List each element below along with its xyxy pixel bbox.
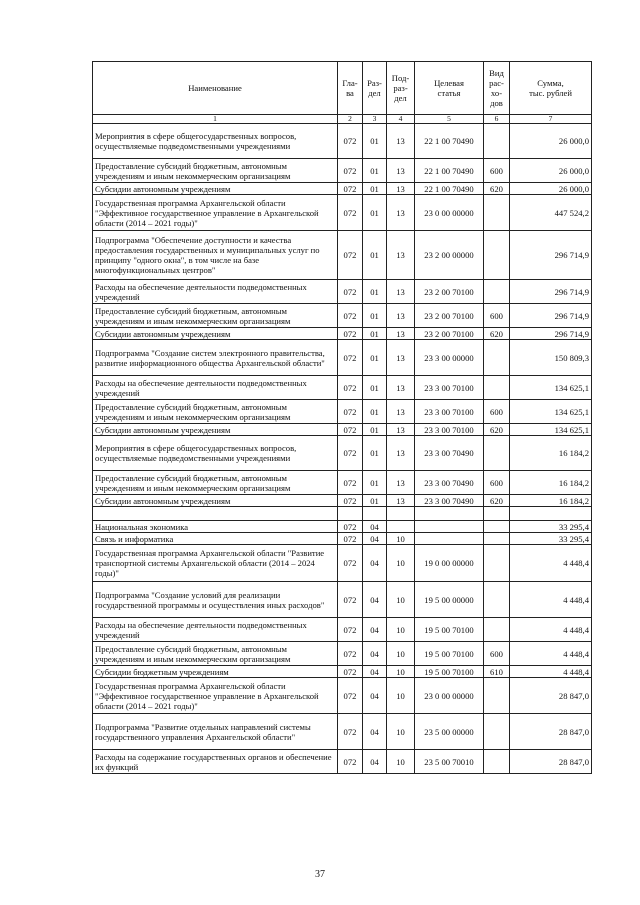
row-target: 23 3 00 70490: [415, 436, 484, 471]
row-subsection: 13: [387, 124, 415, 159]
row-chapter: 072: [338, 545, 363, 582]
row-chapter: 072: [338, 618, 363, 642]
row-kind: 620: [484, 183, 510, 195]
column-number: 6: [484, 115, 510, 124]
column-number-row: [93, 115, 592, 124]
column-number: 4: [387, 115, 415, 124]
row-kind: [484, 436, 510, 471]
row-target: 19 5 00 70100: [415, 666, 484, 678]
row-sum: 33 295,4: [510, 533, 592, 545]
row-section: 01: [363, 183, 387, 195]
row-target: [415, 533, 484, 545]
row-name: Мероприятия в сфере общегосударственных вопросов, осуществляемые подведомственными учреждениями: [93, 124, 338, 159]
row-subsection: 10: [387, 545, 415, 582]
table-row: [93, 124, 592, 159]
row-subsection: 10: [387, 582, 415, 618]
row-name: Подпрограмма "Развитие отдельных направлений системы государственного управления Архангельской области": [93, 714, 338, 750]
row-section: 01: [363, 195, 387, 231]
row-section: 04: [363, 521, 387, 533]
row-chapter: 072: [338, 340, 363, 376]
row-target: 22 1 00 70490: [415, 124, 484, 159]
row-name: Расходы на обеспечение деятельности подведомственных учреждений: [93, 618, 338, 642]
table-row: [93, 666, 592, 678]
row-kind: [484, 545, 510, 582]
row-chapter: 072: [338, 642, 363, 666]
table-row: [93, 714, 592, 750]
row-kind: 620: [484, 424, 510, 436]
table-row: [93, 495, 592, 507]
row-target: [415, 507, 484, 521]
row-subsection: 13: [387, 280, 415, 304]
row-sum: 447 524,2: [510, 195, 592, 231]
row-name: Предоставление субсидий бюджетным, автономным учреждениям и иным некоммерческим организациям: [93, 304, 338, 328]
row-sum: 4 448,4: [510, 666, 592, 678]
row-subsection: 13: [387, 400, 415, 424]
table-row: [93, 376, 592, 400]
table-row: [93, 678, 592, 714]
row-sum: 4 448,4: [510, 545, 592, 582]
row-subsection: 10: [387, 714, 415, 750]
row-sum: [510, 507, 592, 521]
row-sum: 28 847,0: [510, 750, 592, 774]
row-chapter: 072: [338, 195, 363, 231]
row-name: Субсидии бюджетным учреждениям: [93, 666, 338, 678]
row-kind: 600: [484, 471, 510, 495]
column-number: 3: [363, 115, 387, 124]
row-sum: 33 295,4: [510, 521, 592, 533]
row-chapter: 072: [338, 471, 363, 495]
row-chapter: 072: [338, 533, 363, 545]
row-subsection: 13: [387, 328, 415, 340]
row-name: Национальная экономика: [93, 521, 338, 533]
row-subsection: 13: [387, 471, 415, 495]
row-name: Субсидии автономным учреждениям: [93, 183, 338, 195]
row-sum: 16 184,2: [510, 471, 592, 495]
row-kind: [484, 618, 510, 642]
row-section: 04: [363, 666, 387, 678]
header-target: Целевая статья: [415, 62, 484, 115]
row-chapter: 072: [338, 436, 363, 471]
row-chapter: 072: [338, 582, 363, 618]
row-sum: 28 847,0: [510, 678, 592, 714]
table-row: [93, 507, 592, 521]
header-sum: Сумма, тыс. рублей: [510, 62, 592, 115]
row-name: Связь и информатика: [93, 533, 338, 545]
row-subsection: 10: [387, 642, 415, 666]
row-subsection: 13: [387, 195, 415, 231]
row-kind: 600: [484, 304, 510, 328]
row-chapter: 072: [338, 750, 363, 774]
row-target: 23 0 00 00000: [415, 678, 484, 714]
table-row: [93, 471, 592, 495]
row-target: 23 0 00 00000: [415, 195, 484, 231]
row-section: 04: [363, 642, 387, 666]
row-subsection: 13: [387, 436, 415, 471]
row-subsection: 13: [387, 304, 415, 328]
row-section: 04: [363, 533, 387, 545]
row-target: 23 3 00 70100: [415, 424, 484, 436]
row-chapter: 072: [338, 424, 363, 436]
column-number: 7: [510, 115, 592, 124]
header-kind: Вид рас- хо- дов: [484, 62, 510, 115]
row-name: Подпрограмма "Обеспечение доступности и качества предоставления государственных и муниципальных услуг по принципу "одного окна", в том числе на базе многофункциональных центров": [93, 231, 338, 280]
row-sum: 4 448,4: [510, 618, 592, 642]
table-body: [93, 124, 592, 774]
column-number: 2: [338, 115, 363, 124]
row-sum: 26 000,0: [510, 159, 592, 183]
row-subsection: [387, 521, 415, 533]
row-chapter: 072: [338, 280, 363, 304]
row-chapter: 072: [338, 400, 363, 424]
row-kind: [484, 280, 510, 304]
row-sum: 4 448,4: [510, 582, 592, 618]
table-row: [93, 280, 592, 304]
row-target: [415, 521, 484, 533]
table-row: [93, 159, 592, 183]
row-name: Государственная программа Архангельской области "Эффективное государственное управление в Архангельской области (2014 – 2021 годы)": [93, 195, 338, 231]
row-sum: 134 625,1: [510, 376, 592, 400]
row-section: 01: [363, 471, 387, 495]
row-section: 01: [363, 376, 387, 400]
row-kind: 610: [484, 666, 510, 678]
row-target: 23 2 00 70100: [415, 304, 484, 328]
table-row: [93, 533, 592, 545]
table-row: [93, 582, 592, 618]
row-chapter: 072: [338, 495, 363, 507]
header-subsection: Под- раз- дел: [387, 62, 415, 115]
row-section: 01: [363, 124, 387, 159]
table-row: [93, 400, 592, 424]
row-kind: 600: [484, 400, 510, 424]
table-row: [93, 545, 592, 582]
row-name: Государственная программа Архангельской области "Эффективное государственное управление в Архангельской области (2014 – 2021 годы)": [93, 678, 338, 714]
row-sum: 26 000,0: [510, 124, 592, 159]
row-name: Расходы на обеспечение деятельности подведомственных учреждений: [93, 376, 338, 400]
row-sum: 296 714,9: [510, 304, 592, 328]
row-sum: 26 000,0: [510, 183, 592, 195]
row-subsection: 10: [387, 750, 415, 774]
row-target: 23 2 00 70100: [415, 328, 484, 340]
table-row: [93, 618, 592, 642]
row-target: 23 5 00 70010: [415, 750, 484, 774]
row-sum: 296 714,9: [510, 231, 592, 280]
row-kind: [484, 750, 510, 774]
table-row: [93, 642, 592, 666]
row-kind: [484, 195, 510, 231]
row-kind: [484, 714, 510, 750]
row-section: [363, 507, 387, 521]
row-sum: 16 184,2: [510, 495, 592, 507]
row-chapter: 072: [338, 521, 363, 533]
row-kind: [484, 521, 510, 533]
row-chapter: 072: [338, 231, 363, 280]
row-kind: 600: [484, 159, 510, 183]
row-section: 01: [363, 280, 387, 304]
row-chapter: 072: [338, 714, 363, 750]
row-subsection: 10: [387, 666, 415, 678]
row-section: 01: [363, 328, 387, 340]
row-kind: [484, 533, 510, 545]
table-row: [93, 424, 592, 436]
row-subsection: 13: [387, 183, 415, 195]
row-sum: 28 847,0: [510, 714, 592, 750]
row-chapter: 072: [338, 304, 363, 328]
row-sum: 134 625,1: [510, 424, 592, 436]
row-subsection: 13: [387, 159, 415, 183]
row-sum: 150 809,3: [510, 340, 592, 376]
table-row: [93, 340, 592, 376]
row-subsection: 10: [387, 678, 415, 714]
row-target: 22 1 00 70490: [415, 159, 484, 183]
row-target: 23 3 00 70100: [415, 400, 484, 424]
row-kind: [484, 231, 510, 280]
row-name: Субсидии автономным учреждениям: [93, 328, 338, 340]
row-section: 01: [363, 304, 387, 328]
row-section: 04: [363, 750, 387, 774]
row-subsection: 13: [387, 424, 415, 436]
row-name: Мероприятия в сфере общегосударственных вопросов, осуществляемые подведомственными учреждениями: [93, 436, 338, 471]
row-section: 04: [363, 678, 387, 714]
row-subsection: 10: [387, 618, 415, 642]
row-sum: 296 714,9: [510, 328, 592, 340]
row-section: 01: [363, 400, 387, 424]
row-name: Подпрограмма "Создание систем электронного правительства, развитие информационного общества Архангельской области": [93, 340, 338, 376]
row-chapter: 072: [338, 159, 363, 183]
table-row: [93, 231, 592, 280]
row-chapter: [338, 507, 363, 521]
row-sum: 134 625,1: [510, 400, 592, 424]
row-subsection: 13: [387, 495, 415, 507]
table-row: [93, 183, 592, 195]
table-row: [93, 750, 592, 774]
row-sum: 296 714,9: [510, 280, 592, 304]
row-name: Субсидии автономным учреждениям: [93, 495, 338, 507]
row-target: 19 5 00 70100: [415, 618, 484, 642]
row-section: 01: [363, 159, 387, 183]
row-target: 23 3 00 70490: [415, 471, 484, 495]
row-name: Предоставление субсидий бюджетным, автономным учреждениям и иным некоммерческим организациям: [93, 642, 338, 666]
row-name: [93, 507, 338, 521]
row-name: Государственная программа Архангельской области "Развитие транспортной системы Архангельской области (2014 – 2024 годы)": [93, 545, 338, 582]
row-name: Предоставление субсидий бюджетным, автономным учреждениям и иным некоммерческим организациям: [93, 471, 338, 495]
row-sum: 4 448,4: [510, 642, 592, 666]
row-target: 22 1 00 70490: [415, 183, 484, 195]
row-kind: [484, 340, 510, 376]
row-chapter: 072: [338, 666, 363, 678]
row-section: 04: [363, 545, 387, 582]
row-section: 01: [363, 495, 387, 507]
row-kind: [484, 376, 510, 400]
table-row: [93, 521, 592, 533]
row-chapter: 072: [338, 183, 363, 195]
table-row: [93, 436, 592, 471]
page-number: 37: [315, 869, 325, 880]
row-target: 19 5 00 70100: [415, 642, 484, 666]
row-chapter: 072: [338, 124, 363, 159]
row-kind: [484, 582, 510, 618]
row-target: 23 5 00 00000: [415, 714, 484, 750]
row-subsection: [387, 507, 415, 521]
column-number: 5: [415, 115, 484, 124]
row-subsection: 13: [387, 376, 415, 400]
row-kind: 600: [484, 642, 510, 666]
row-section: 01: [363, 340, 387, 376]
row-target: 19 0 00 00000: [415, 545, 484, 582]
table-row: [93, 304, 592, 328]
row-section: 01: [363, 424, 387, 436]
row-name: Предоставление субсидий бюджетным, автономным учреждениям и иным некоммерческим организациям: [93, 400, 338, 424]
row-target: 23 3 00 70100: [415, 376, 484, 400]
row-name: Расходы на содержание государственных органов и обеспечение их функций: [93, 750, 338, 774]
header-section: Раз- дел: [363, 62, 387, 115]
row-kind: [484, 124, 510, 159]
column-number: 1: [93, 115, 338, 124]
row-subsection: 10: [387, 533, 415, 545]
header-chapter: Гла- ва: [338, 62, 363, 115]
row-subsection: 13: [387, 340, 415, 376]
row-target: 23 2 00 70100: [415, 280, 484, 304]
row-target: 23 3 00 70490: [415, 495, 484, 507]
row-kind: 620: [484, 328, 510, 340]
row-section: 01: [363, 436, 387, 471]
row-target: 19 5 00 00000: [415, 582, 484, 618]
row-target: 23 3 00 00000: [415, 340, 484, 376]
row-section: 04: [363, 618, 387, 642]
row-name: Подпрограмма "Создание условий для реализации государственной программы и осуществления иных расходов": [93, 582, 338, 618]
row-kind: [484, 678, 510, 714]
row-chapter: 072: [338, 678, 363, 714]
row-name: Субсидии автономным учреждениям: [93, 424, 338, 436]
header-name: Наименование: [93, 62, 338, 115]
row-chapter: 072: [338, 328, 363, 340]
budget-table: [92, 61, 592, 774]
row-target: 23 2 00 00000: [415, 231, 484, 280]
row-sum: 16 184,2: [510, 436, 592, 471]
row-name: Предоставление субсидий бюджетным, автономным учреждениям и иным некоммерческим организациям: [93, 159, 338, 183]
header-row: [93, 62, 592, 115]
row-name: Расходы на обеспечение деятельности подведомственных учреждений: [93, 280, 338, 304]
row-section: 01: [363, 231, 387, 280]
row-kind: [484, 507, 510, 521]
table-row: [93, 328, 592, 340]
row-section: 04: [363, 582, 387, 618]
table-row: [93, 195, 592, 231]
row-section: 04: [363, 714, 387, 750]
row-chapter: 072: [338, 376, 363, 400]
row-kind: 620: [484, 495, 510, 507]
row-subsection: 13: [387, 231, 415, 280]
